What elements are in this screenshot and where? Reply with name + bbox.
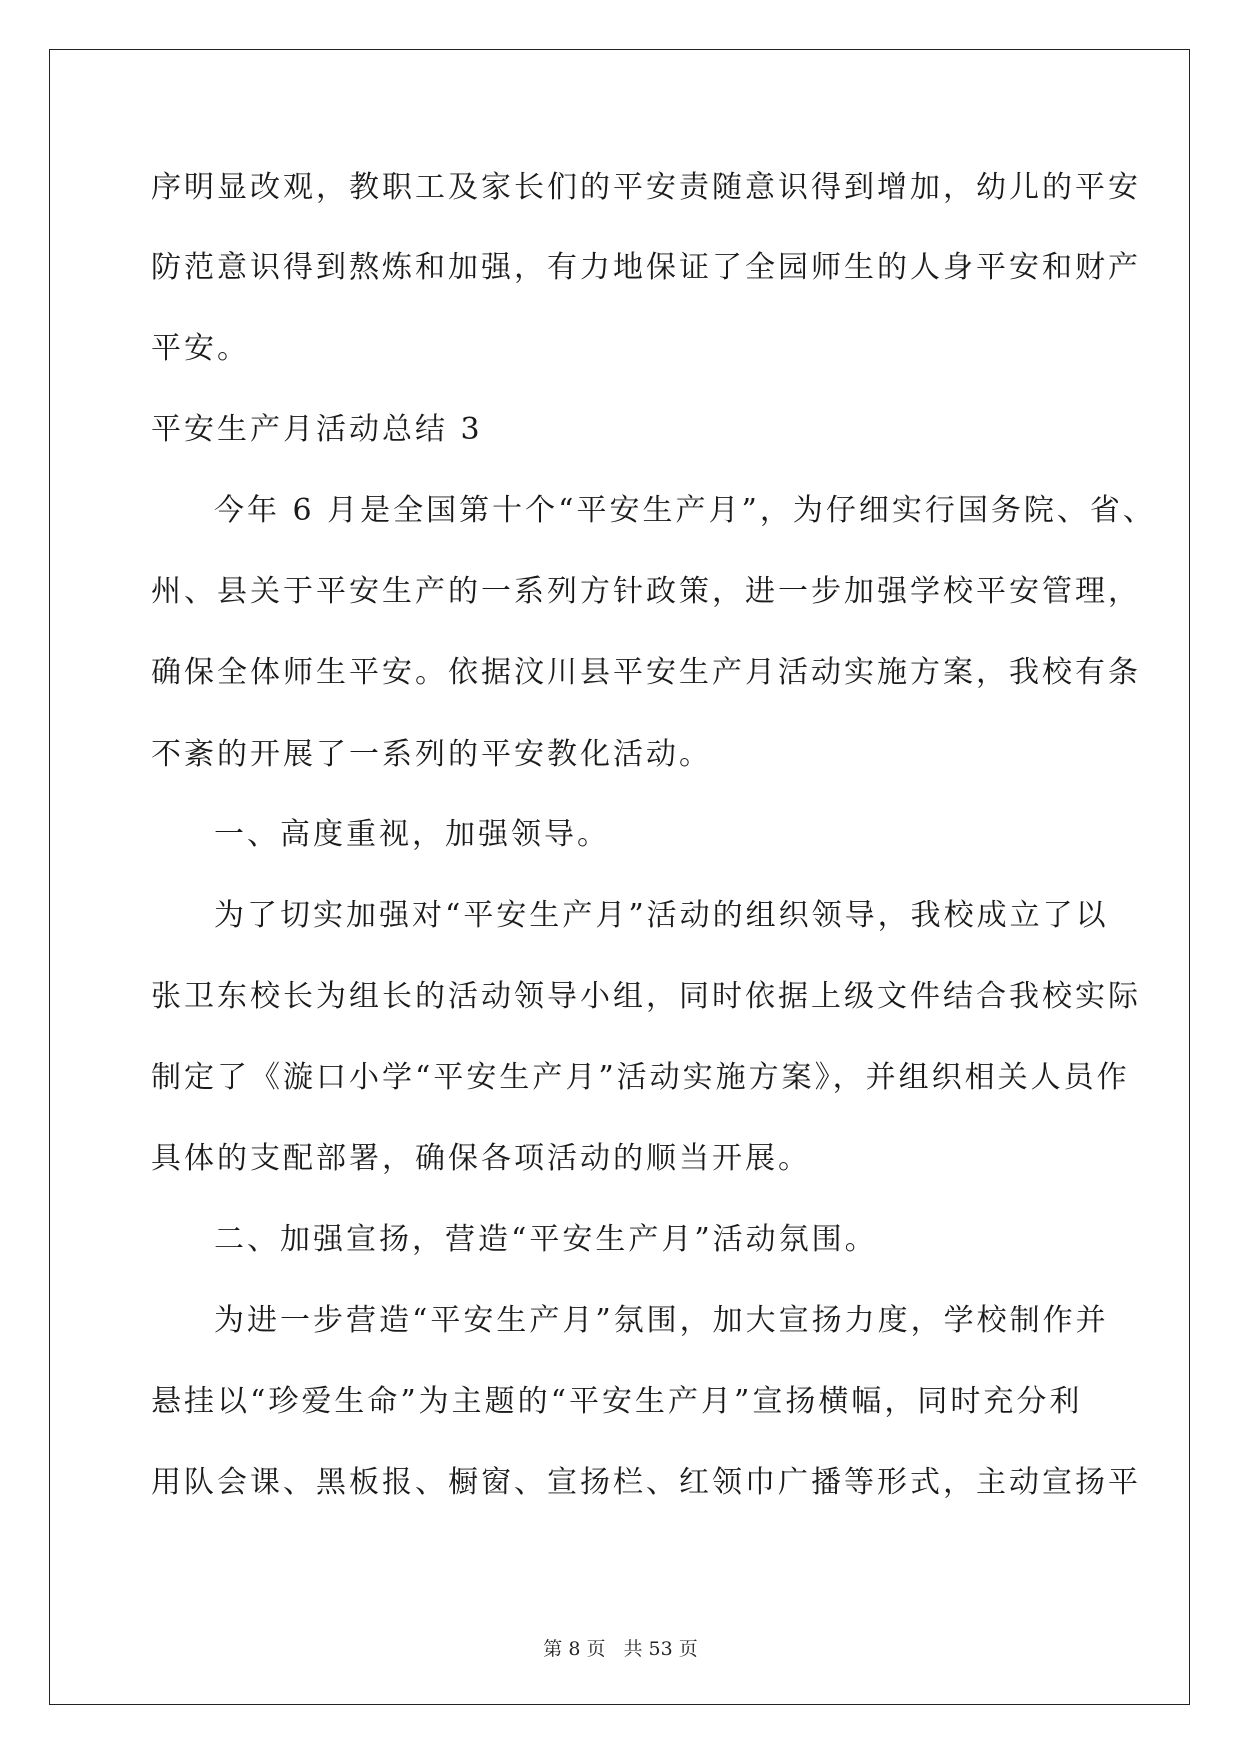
text-line-5: 今年 6 月是全国第十个“平安生产月”，为仔细实行国务院、省、 <box>214 493 1156 528</box>
page-total: 共 53 页 <box>623 1638 698 1660</box>
text-line-13: 具体的支配部署，确保各项活动的顺当开展。 <box>151 1141 811 1176</box>
page-footer <box>0 1637 1241 1661</box>
text-line-11: 张卫东校长为组长的活动领导小组，同时依据上级文件结合我校实际 <box>151 979 1141 1014</box>
text-line-8: 不紊的开展了一系列的平安教化活动。 <box>151 737 712 772</box>
page-border <box>49 49 1190 1705</box>
text-line-15: 为进一步营造“平安生产月”氛围，加大宣扬力度，学校制作并 <box>214 1303 1109 1338</box>
text-line-7: 确保全体师生平安。依据汶川县平安生产月活动实施方案，我校有条 <box>151 655 1141 690</box>
text-line-2: 防范意识得到熬炼和加强，有力地保证了全园师生的人身平安和财产 <box>151 250 1141 285</box>
text-line-6: 州、县关于平安生产的一系列方针政策，进一步加强学校平安管理， <box>151 574 1141 609</box>
text-line-12: 制定了《漩口小学“平安生产月”活动实施方案》，并组织相关人员作 <box>151 1060 1130 1095</box>
text-line-17: 用队会课、黑板报、橱窗、宣扬栏、红领巾广播等形式，主动宣扬平 <box>151 1465 1141 1500</box>
text-line-10: 为了切实加强对“平安生产月”活动的组织领导，我校成立了以 <box>214 898 1109 933</box>
subheading-1: 一、高度重视，加强领导。 <box>214 817 610 852</box>
subheading-2: 二、加强宣扬，营造“平安生产月”活动氛围。 <box>214 1222 878 1257</box>
section-heading: 平安生产月活动总结 3 <box>151 412 483 447</box>
text-line-3: 平安。 <box>151 331 250 366</box>
page-number: 第 8 页 <box>543 1638 606 1660</box>
text-line-16: 悬挂以“珍爱生命”为主题的“平安生产月”宣扬横幅，同时充分利 <box>151 1384 1083 1419</box>
text-line-1: 序明显改观，教职工及家长们的平安责随意识得到增加，幼儿的平安 <box>151 170 1141 205</box>
